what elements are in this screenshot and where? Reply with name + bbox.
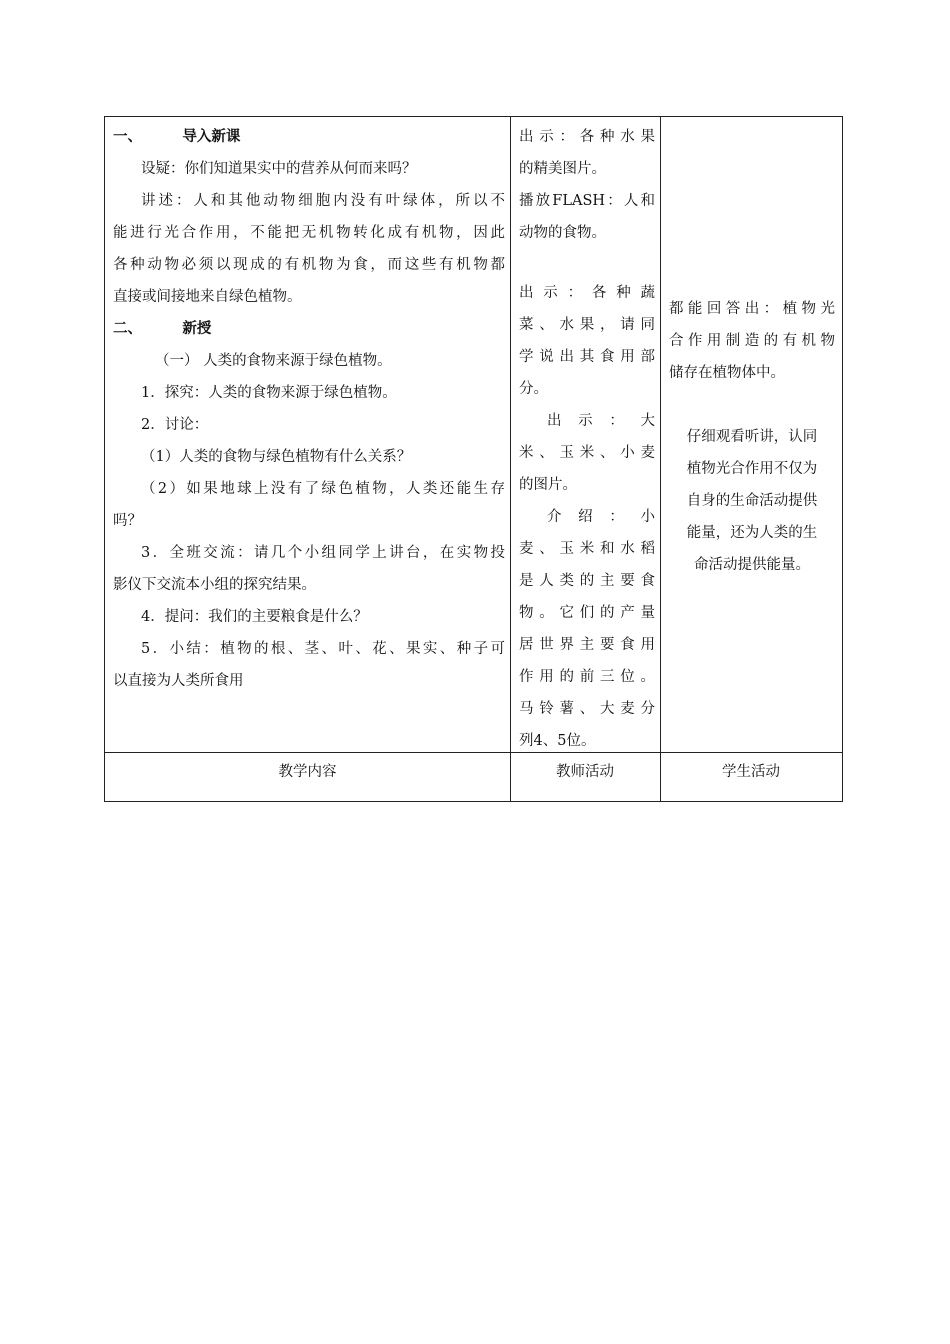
- content-cell: [113, 121, 505, 697]
- list-item: 以直接为人类所食用: [113, 673, 244, 689]
- teacher-cell: [519, 121, 655, 757]
- lesson-table: [104, 116, 843, 802]
- student-line: 命活动提供能量。: [694, 557, 810, 573]
- list-item: 1．探究：人类的食物来源于绿色植物。: [141, 385, 397, 401]
- teacher-line: 出示：各种水果: [519, 129, 655, 145]
- teacher-line: 学说出其食用部: [519, 349, 655, 365]
- column-divider-2: [660, 117, 661, 801]
- list-item: （1）人类的食物与绿色植物有什么关系？: [141, 449, 412, 465]
- footer-label-content: 教学内容: [278, 764, 337, 780]
- column-divider-1: [510, 117, 511, 801]
- teacher-line: 分。: [519, 381, 548, 397]
- list-item: 影仪下交流本小组的探究结果。: [113, 577, 316, 593]
- footer-label-student: 学生活动: [722, 764, 780, 780]
- teacher-line: 居世界主要食用: [519, 637, 655, 653]
- student-line: 合作用制造的有机物: [669, 333, 835, 349]
- section-heading-intro: 一、 导入新课: [113, 128, 241, 145]
- teacher-line: 米、玉米、小麦: [519, 445, 655, 461]
- teacher-line: 菜、水果，请同: [519, 317, 655, 333]
- list-item: 4．提问：我们的主要粮食是什么？: [141, 609, 368, 625]
- list-item: 2．讨论：: [141, 417, 209, 433]
- footer-label-teacher: 教师活动: [556, 764, 614, 780]
- teacher-line: 动物的食物。: [519, 225, 606, 241]
- teacher-line: 出示：各种蔬: [519, 285, 655, 301]
- student-line: 植物光合作用不仅为: [686, 461, 818, 477]
- question-line: 设疑：你们知道果实中的营养从何而来吗？: [141, 161, 417, 177]
- section-heading-new: 二、 新授: [113, 320, 212, 337]
- narration-line: 讲述：人和其他动物细胞内没有叶绿体，所以不: [141, 193, 505, 209]
- narration-line: 各种动物必须以现成的有机物为食，而这些有机物都: [113, 257, 505, 273]
- student-line: 都能回答出：植物光: [669, 301, 835, 317]
- teacher-line: 麦、玉米和水稻: [519, 541, 655, 557]
- list-item: 3．全班交流：请几个小组同学上讲台，在实物投: [141, 545, 505, 561]
- teacher-line: 播放FLASH：人和: [519, 193, 655, 209]
- subsection-heading: （一） 人类的食物来源于绿色植物。: [155, 353, 392, 369]
- teacher-line: 介绍：小: [547, 509, 655, 525]
- student-line: 仔细观看听讲，认同: [686, 429, 818, 445]
- teacher-line: 列4、5位。: [519, 733, 596, 749]
- student-line: 能量，还为人类的生: [686, 525, 818, 541]
- narration-line: 能进行光合作用，不能把无机物转化成有机物，因此: [113, 225, 505, 241]
- teacher-line: 作用的前三位。: [519, 669, 655, 685]
- teacher-line: 出示：大: [547, 413, 655, 429]
- student-line: 储存在植物体中。: [669, 365, 785, 381]
- teacher-line: 的精美图片。: [519, 161, 606, 177]
- list-item: 5．小结：植物的根、茎、叶、花、果实、种子可: [141, 641, 505, 657]
- list-item: 吗？: [113, 513, 142, 529]
- student-line: 自身的生命活动提供: [686, 493, 818, 509]
- teacher-line: 马铃薯、大麦分: [519, 701, 655, 717]
- narration-line: 直接或间接地来自绿色植物。: [113, 289, 302, 305]
- list-item: （2）如果地球上没有了绿色植物，人类还能生存: [141, 481, 505, 497]
- teacher-line: 的图片。: [519, 477, 577, 493]
- student-cell: [669, 293, 835, 581]
- teacher-line: 是人类的主要食: [519, 573, 655, 589]
- teacher-line: 物。它们的产量: [519, 605, 655, 621]
